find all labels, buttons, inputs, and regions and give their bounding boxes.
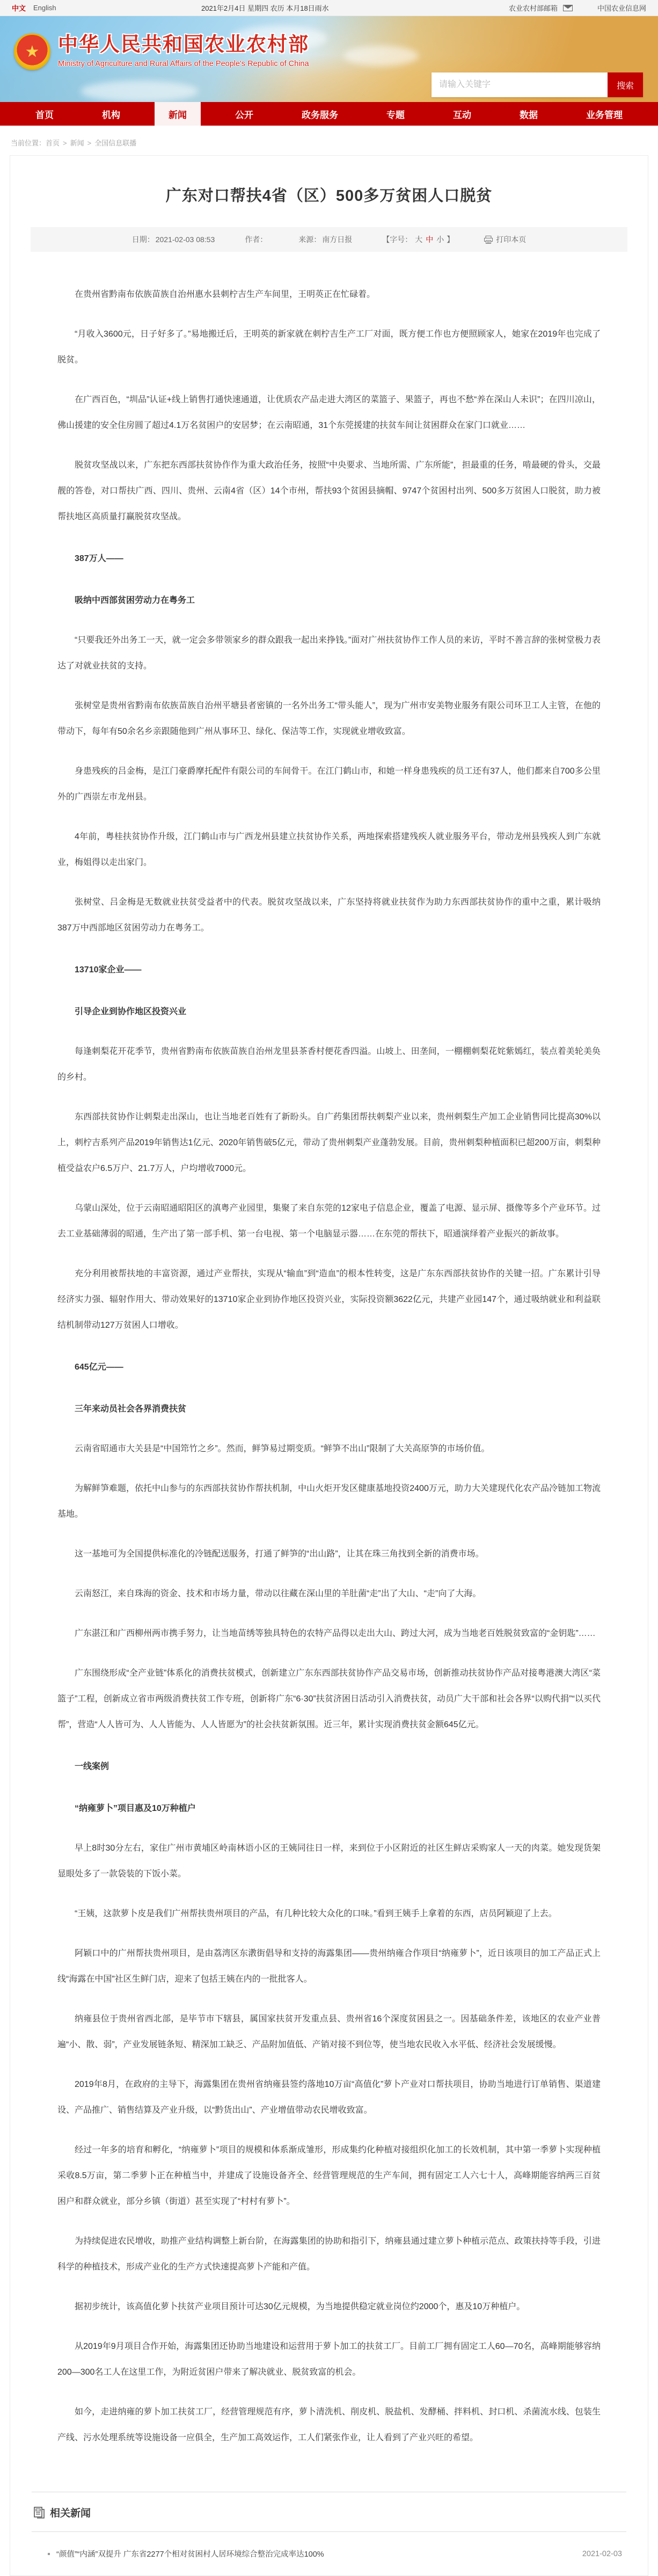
article-paragraph: 4年前，粤桂扶贫协作升级，江门鹤山市与广西龙州县建立扶贫协作关系，两地探索搭建残疾人就业服务平台，带动龙州县残疾人到广东就业，梅姐得以走出家门。 — [57, 832, 601, 867]
related-news-section — [32, 2492, 626, 2570]
article-meta-bar — [31, 227, 627, 252]
meta-source — [298, 234, 352, 245]
national-emblem-icon: ★ — [14, 33, 50, 70]
related-news-header — [32, 2492, 626, 2531]
article-paragraph: 乌蒙山深处，位于云南昭通昭阳区的滇粤产业园里，集聚了来自东莞的12家电子信息企业，覆盖了电源、显示屏、摄像等多个产业环节。过去工业基础薄弱的昭通，生产出了第一部手机、第一台电视、第一个电脑显示器……在东莞的帮扶下，昭通演绎着产业振兴的新故事。 — [57, 1204, 601, 1239]
related-news-title: 相关新闻 — [50, 2508, 91, 2519]
nav-item-1[interactable]: 首页 — [35, 110, 54, 120]
nav-item-7[interactable]: 互动 — [453, 110, 471, 120]
meta-author — [245, 234, 268, 245]
article-paragraph: 为解鲜笋难题，依托中山参与的东西部扶贫协作帮扶机制，中山火炬开发区健康基地投资2400万元，助力大关建现代化农产品冷链加工物流基地。 — [57, 1484, 601, 1519]
print-label: 打印本页 — [496, 235, 527, 244]
date-lunar-info: 2021年2月4日 星期四 农历 本月18日雨水 — [201, 4, 329, 12]
article-paragraph: 身患残疾的吕金梅，是江门豪爵摩托配件有限公司的车间骨干。在江门鹤山市，和她一样身患残疾的员工还有37人，他们都来自700多公里外的广西崇左市龙州县。 — [57, 767, 601, 802]
search-input[interactable] — [432, 72, 608, 97]
search-button[interactable]: 搜索 — [608, 72, 643, 97]
meta-source-label: 来源： — [298, 235, 321, 244]
breadcrumb-separator: > — [87, 139, 92, 147]
font-size-prefix: 【字号： — [382, 235, 413, 244]
site-title: 中华人民共和国农业农村部 — [58, 33, 309, 55]
breadcrumb — [0, 126, 658, 155]
article-subheading: 一线案例 — [75, 1762, 109, 1771]
font-size-option-小[interactable]: 小 — [436, 235, 444, 244]
breadcrumb-link-1[interactable]: 首页 — [46, 139, 60, 147]
meta-date-value: 2021-02-03 08:53 — [155, 235, 215, 244]
article-paragraph: 东西部扶贫协作让刺梨走出深山，也让当地老百姓有了新盼头。自广药集团帮扶刺梨产业以来，贵州刺梨生产加工企业销售同比提高30%以上，刺柠吉系列产品2019年销售达1亿元、2020年销售破5亿元，带动了贵州刺梨产业蓬勃发展。目前，贵州刺梨种植面积已超200万亩，刺梨种植受益农户6.5万户、21.7万人，户均增收7000元。 — [57, 1112, 601, 1173]
breadcrumb-link-2[interactable]: 新闻 — [70, 139, 84, 147]
font-size-control — [382, 234, 454, 245]
related-item-title[interactable]: “颜值”“内涵”双提升 广东省2277个相对贫困村人居环境综合整治完成率达100% — [56, 2550, 324, 2559]
article-paragraph: 广东围绕形成“全产业链”体系化的消费扶贫模式，创新建立广东东西部扶贫协作产品交易市场，创新推动扶贫协作产品对接粤港澳大湾区“菜篮子”工程，创新成立省市两级消费扶贫工作专班，创新将广东“6·30”扶贫济困日活动引入消费扶贫，动员广大干部和社会各界“以购代捐”“以买代帮”，营造“人人皆可为、人人皆能为、人人皆愿为”的社会扶贫新氛围。近三年，累计实现消费扶贫金额645亿元。 — [57, 1669, 601, 1729]
article-paragraph: 张树堂、吕金梅是无数就业扶贫受益者中的代表。脱贫攻坚战以来，广东坚持将就业扶贫作为助力东西部扶贫协作的重中之重，累计吸纳387万中西部地区贫困劳动力在粤务工。 — [57, 898, 601, 933]
site-logo-block[interactable] — [14, 33, 309, 70]
article-subheading: 13710家企业—— — [75, 965, 142, 974]
article-subheading: 吸纳中西部贫困劳动力在粤务工 — [75, 596, 195, 605]
article-paragraph: 从2019年9月项目合作开始，海露集团还协助当地建设和运营用于萝卜加工的扶贫工厂。目前工厂拥有固定工人60—70名，高峰期能够容纳200—300名工人在这里工作，为附近贫困户带来了解决就业、脱贫致富的机会。 — [57, 2342, 601, 2377]
printer-icon — [484, 236, 493, 244]
article-subheading: 387万人—— — [75, 554, 123, 563]
breadcrumb-separator: > — [63, 139, 67, 147]
mail-icon[interactable] — [563, 5, 573, 11]
article-title: 广东对口帮扶4省（区）500多万贫困人口脱贫 — [165, 187, 493, 205]
top-utility-bar — [0, 0, 658, 16]
article-paragraph: 脱贫攻坚战以来，广东把东西部扶贫协作作为重大政治任务，按照“中央要求、当地所需、广东所能”，担最重的任务，啃最硬的骨头，交最靓的答卷，对口帮扶广西、四川、贵州、云南4省（区）14个市州，帮扶93个贫困县摘帽、9747个贫困村出列、500多万贫困人口脱贫，助力被帮扶地区高质量打赢脱贫攻坚战。 — [57, 461, 601, 521]
article-subheading: 三年来动员社会各界消费扶贫 — [75, 1405, 187, 1414]
related-item-date: 2021-02-03 — [582, 2549, 622, 2558]
article-paragraph: 在贵州省黔南布依族苗族自治州惠水县刺柠吉生产车间里，王明英正在忙碌着。 — [75, 290, 376, 299]
ministry-mailbox-link[interactable]: 农业农村部邮箱 — [508, 4, 558, 12]
bullet-icon — [48, 2553, 50, 2555]
nav-item-2[interactable]: 机构 — [102, 110, 120, 120]
article-paragraph: 云南怒江，来自珠海的资金、技术和市场力量，带动以往藏在深山里的羊肚菌“走”出了大山、“走”向了大海。 — [75, 1589, 481, 1598]
print-page-button[interactable] — [484, 234, 526, 245]
breadcrumb-link-3[interactable]: 全国信息联播 — [94, 139, 137, 147]
article-paragraph: 广东湛江和广西柳州两市携手努力，让当地苗绣等独具特色的农特产品得以走出大山、跨过大河，成为当地老百姓脱贫致富的“金钥匙”…… — [75, 1629, 596, 1638]
article-container — [10, 155, 648, 2576]
article-paragraph: 在广西百色，“圳品”认证+线上销售打通快速通道，让优质农产品走进大湾区的菜篮子、果篮子，再也不愁“养在深山人未识”；在四川凉山，佛山援建的安全住房圆了超过4.1万名贫困户的安居梦；在云南昭通，31个东莞援建的扶贫车间让贫困群众在家门口就业…… — [57, 395, 601, 430]
article-paragraph: “王姨，这款萝卜皮是我们广州帮扶贵州项目的产品，有几种比较大众化的口味。”看到王姨手上拿着的东西，店员阿颖迎了上去。 — [75, 1909, 557, 1918]
article-paragraph: 经过一年多的培育和孵化，“纳雍萝卜”项目的规模和体系渐成雏形，形成集约化种植对接组织化加工的长效机制，其中第一季萝卜实现种植采收8.5万亩，第二季萝卜正在种植当中，并建成了设施设备齐全、经营管理规范的生产车间，拥有固定工人六七十人，高峰期能容纳两三百贫困户和群众就业，部分乡镇（街道）甚至实现了“村村有萝卜”。 — [57, 2145, 601, 2206]
main-nav — [0, 102, 658, 126]
article-paragraph: 2019年8月，在政府的主导下，海露集团在贵州省纳雍县签约落地10万亩“高值化”萝卜产业对口帮扶项目，协助当地进行订单销售、渠道建设、产品推广、销售结算及产业升级，以“黔货出山”、产业增值带动农民增收致富。 — [57, 2080, 601, 2115]
article-paragraph: 为持续促进农民增收，助推产业结构调整上新台阶，在海露集团的协助和指引下，纳雍县通过建立萝卜种植示范点、政策扶持等手段，引进科学的种植技术，形成产业化的生产方式快速提高萝卜产能和产值。 — [57, 2237, 601, 2272]
agri-info-site-link[interactable]: 中国农业信息网 — [597, 4, 646, 12]
nav-item-9[interactable]: 业务管理 — [586, 110, 623, 120]
meta-date — [132, 234, 215, 245]
article-paragraph: 如今，走进纳雍的萝卜加工扶贫工厂，经营管理规范有序，萝卜清洗机、削皮机、脱盐机、发酵桶、拌料机、封口机、杀菌流水线、包装生产线、污水处理系统等设施设备一应俱全，生产加工高效运作，工人们紧张作业，让人看到了产业兴旺的希望。 — [57, 2407, 601, 2442]
breadcrumb-prefix: 当前位置： — [11, 139, 46, 147]
article-paragraph: 纳雍县位于贵州省西北部，是毕节市下辖县，属国家扶贫开发重点县、贵州省16个深度贫困县之一。因基础条件差，该地区的农业产业普遍“小、散、弱”，产业发展链条短、精深加工缺乏、产品附加值低、产销对接不到位等，使当地农民收入水平低、经济社会发展缓慢。 — [57, 2014, 601, 2049]
font-size-suffix: 】 — [447, 235, 455, 244]
lang-switch-chinese[interactable]: 中文 — [12, 4, 26, 12]
search-box — [432, 72, 643, 97]
nav-item-3[interactable]: 新闻 — [155, 102, 201, 126]
nav-item-6[interactable]: 专题 — [386, 110, 405, 120]
cloud-decoration — [81, 81, 199, 102]
site-subtitle-english: Ministry of Agriculture and Rural Affairs of the People's Republic of China — [58, 59, 309, 68]
article-body — [10, 252, 648, 2470]
article-paragraph: 阿颖口中的广州帮扶贵州项目，是由荔湾区东漖街倡导和支持的海露集团——贵州纳雍合作项目“纳雍萝卜”，近日该项目的加工产品正式上线“海露在中国”社区生鲜门店，迎来了包括王姨在内的一批批客人。 — [57, 1949, 601, 1984]
meta-source-value: 南方日报 — [322, 235, 353, 244]
site-banner — [0, 16, 658, 102]
nav-item-4[interactable]: 公开 — [235, 110, 253, 120]
lang-switch-english[interactable]: English — [33, 4, 56, 12]
article-paragraph: 这一基地可为全国提供标准化的冷链配送服务，打通了鲜笋的“出山路”，让其在珠三角找到全新的消费市场。 — [75, 1549, 484, 1559]
article-paragraph: “月收入3600元，日子好多了。”易地搬迁后，王明英的新家就在刺柠吉生产工厂对面，既方便工作也方便照顾家人，她家在2019年也完成了脱贫。 — [57, 330, 601, 365]
article-paragraph: “只要我还外出务工一天，就一定会多带领家乡的群众跟我一起出来挣钱。”面对广州扶贫协作工作人员的来访，平时不善言辞的张树堂极力表达了对就业扶贫的支持。 — [57, 636, 601, 671]
nav-item-5[interactable]: 政务服务 — [302, 110, 338, 120]
meta-date-label: 日期： — [131, 235, 155, 244]
news-icon — [34, 2507, 45, 2519]
article-subheading: 引导企业到协作地区投资兴业 — [75, 1007, 187, 1016]
article-subheading: 645亿元—— — [75, 1363, 123, 1372]
article-paragraph: 据初步统计，该高值化萝卜扶贫产业项目预计可达30亿元规模，为当地提供稳定就业岗位约2000个，惠及10万种植户。 — [75, 2302, 525, 2311]
article-paragraph: 云南省昭通市大关县是“中国筇竹之乡”。然而，鲜笋易过期变质。“鲜笋不出山”限制了大关高原笋的市场价值。 — [75, 1444, 490, 1453]
article-paragraph: 每逢刺梨花开花季节，贵州省黔南布依族苗族自治州龙里县茶香村便花香四溢。山坡上、田垄间，一棚棚刺梨花姹紫嫣红，装点着美轮美奂的乡村。 — [57, 1047, 601, 1082]
related-news-item[interactable] — [32, 2534, 626, 2570]
nav-item-8[interactable]: 数据 — [520, 110, 538, 120]
article-paragraph: 早上8时30分左右，家住广州市黄埔区岭南林语小区的王姨同往日一样，来到位于小区附近的社区生鲜店采购家人一天的肉菜。她发现货架显眼处多了一款袋装的下饭小菜。 — [57, 1844, 601, 1879]
article-paragraph: 充分利用被帮扶地的丰富资源，通过产业帮扶，实现从“输血”到“造血”的根本性转变，这是广东东西部扶贫协作的关键一招。广东累计引导经济实力强、辐射作用大、带动效果好的13710家企业到协作地区投资兴业，实际投资额3622亿元，共建产业园147个，通过吸纳就业和利益联结机制带动127万贫困人口增收。 — [57, 1269, 601, 1330]
related-news-list — [32, 2532, 626, 2570]
font-size-option-中[interactable]: 中 — [426, 235, 434, 244]
cloud-decoration — [343, 46, 419, 66]
font-size-option-大[interactable]: 大 — [415, 235, 423, 244]
meta-author-label: 作者： — [245, 235, 268, 244]
article-paragraph: 张树堂是贵州省黔南布依族苗族自治州平塘县者密镇的一名外出务工“带头能人”，现为广州市安美物业服务有限公司环卫工人主管，在他的带动下，每年有50余名乡亲跟随他到广州从事环卫、绿化、保洁等工作，实现就业增收致富。 — [57, 701, 601, 736]
article-subheading: “纳雍萝卜”项目惠及10万种植户 — [75, 1804, 196, 1813]
